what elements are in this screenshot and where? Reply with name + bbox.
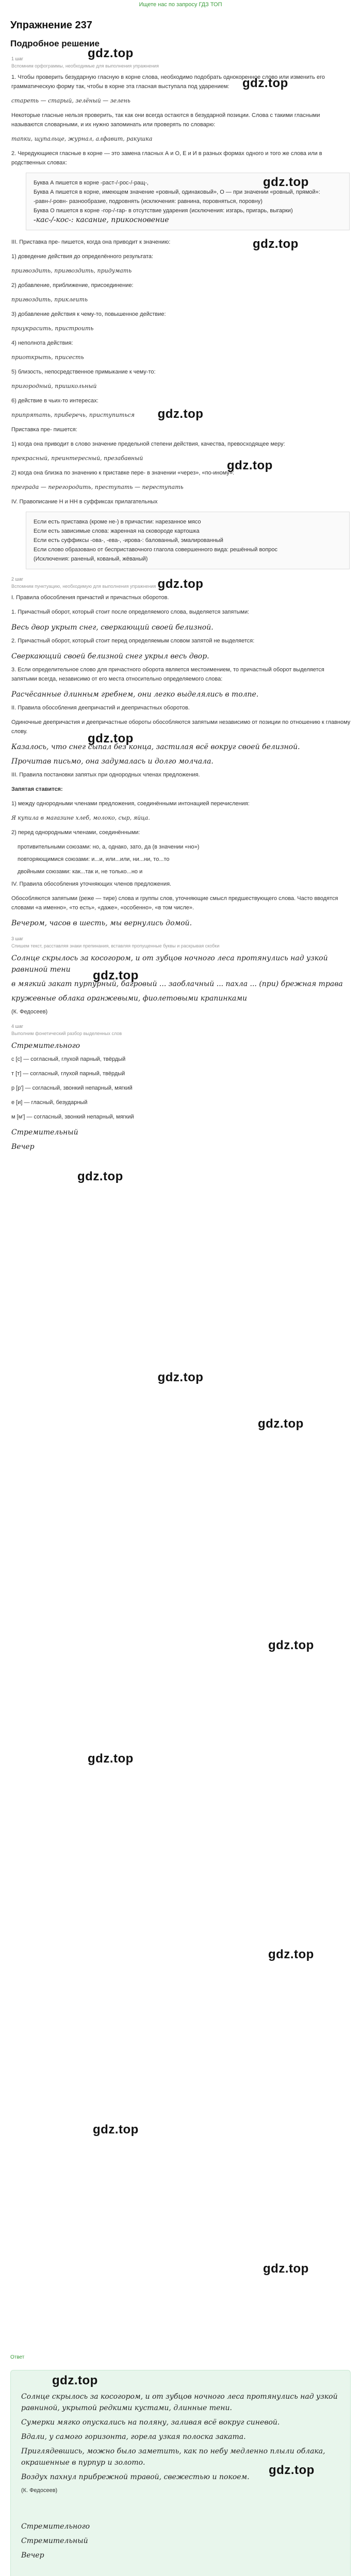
example: Весь двор укрыт снег, сверкающий своей белизной. (11, 623, 214, 632)
paragraph: 3) добавление действия к чему-то, повышенное действие: (11, 311, 166, 317)
author: (К. Федосеев) (21, 2487, 58, 2494)
watermark: gdz.top (157, 1370, 204, 1384)
example: припрятать, приберечь, приступиться (11, 412, 135, 418)
box-line: Если есть приставка (кроме не-) в причастии: нарезанное мясо (34, 519, 201, 525)
author: (К. Федосеев) (11, 1009, 48, 1015)
step-label: 4 шаг (11, 1024, 24, 1029)
box-line: Если слово образовано от бесприставочного глагола совершенного вида: решённый вопрос (34, 547, 278, 553)
step-meta: Вспомним орфограммы, необходимые для выполнения упражнения (11, 63, 159, 69)
paragraph: 2) перед однородными членами, соединёнными: (11, 829, 140, 836)
example: Казалось, что снег сыпал без конца, застилая всё вокруг своей белизной. (11, 743, 300, 751)
paragraph: 1. Причастный оборот, который стоит после определяемого слова, выделяется запятыми: (11, 609, 250, 615)
paragraph: IV. Правила обособления уточняющих членов предложения. (11, 881, 172, 887)
box-title: Буква А пишется в корне -раст-/-рос-/-ращ-, (34, 180, 149, 186)
paragraph: II. Правила обособления деепричастий и деепричастных оборотов. (11, 705, 190, 711)
paragraph: I. Правила обособления причастий и причастных оборотов. (11, 595, 169, 601)
example: пригвоздить, приклеить (11, 296, 88, 303)
phonetic-word: Стремительного (11, 1042, 80, 1050)
answer-word: Стремительного (21, 2522, 90, 2531)
watermark: gdz.top (77, 1170, 123, 1183)
paragraph: Приставка пре- пишется: (11, 427, 77, 433)
copied-line: Солнце скрылось за косогором, и от зубцов ночного леса протянулись над узкой равниной тени (11, 954, 328, 974)
paragraph: Обособляются запятыми (реже — тире) слова и группы слов, уточняющие смысл предшествующего слова. Часто вводятся словами «а именно», «то есть», «даже», «особенно», «в том числе». (11, 895, 338, 911)
box-note: (Исключения: раненый, кованый, жёваный) (34, 556, 148, 562)
example: пригородный, пришкольный (11, 383, 97, 389)
watermark: gdz.top (263, 175, 309, 189)
watermark: gdz.top (88, 1752, 134, 1766)
list-item: двойными союзами: как...так и, не только...но и (18, 869, 143, 875)
section-subtitle: Подробное решение (10, 39, 100, 48)
answer-line: Приглядевшись, можно было заметить, как по небу медленно плыли облака, окрашенные в пурпур и золото. (21, 2447, 325, 2467)
phonetic-line: м [м'] — согласный, звонкий непарный, мягкий (11, 1114, 134, 1120)
step-label: 1 шаг (11, 56, 24, 61)
box-line: -равн-/-ровн- разнообразие, подровнять (исключения: равнина, поровняться, поровну) (34, 198, 262, 205)
watermark: gdz.top (157, 577, 204, 591)
paragraph: 1) когда она приводит в слово значение предельной степени действия, качества, превосходящее меру: (11, 441, 285, 447)
answer-line: Воздух пахнул прибрежной травой, свежестью и покоем. (21, 2473, 250, 2481)
paragraph: 2) когда она близка по значению к приставке пере- в значении «через», «по-иному»: (11, 470, 235, 476)
example: пригвоздить, пригвоздить, придумать (11, 267, 132, 274)
watermark: gdz.top (157, 407, 204, 421)
example: Расчёсанные длинным гребнем, они легко выделялись в толпе. (11, 690, 259, 699)
watermark: gdz.top (258, 1417, 304, 1431)
example: Прочитав письмо, она задумалась и долго молчала. (11, 757, 214, 766)
answer-word: Стремительный (21, 2537, 88, 2545)
step-label: 2 шаг (11, 577, 24, 582)
watermark: gdz.top (88, 732, 134, 745)
paragraph: 1) доведение действия до определённого результата: (11, 253, 154, 260)
phonetic-line: т [т] — согласный, глухой парный, твёрдый (11, 1071, 125, 1077)
box-line: Буква А пишется в корне, имеющем значение «ровный, одинаковый», О — при значении «ровный, прямой»: (34, 189, 320, 195)
box-line: Если есть зависимые слова: жаренная на сковороде картошка (34, 528, 200, 534)
top-search-hint (0, 0, 361, 9)
watermark: gdz.top (242, 76, 288, 90)
answer-line: Сумерки мягко опускались на поляну, заливая всё вокруг синевой. (21, 2418, 280, 2427)
step-meta: Выполним фонетический разбор выделенных слов (11, 1031, 122, 1036)
paragraph: 6) действие в чьих-то интересах: (11, 398, 99, 404)
example: прекрасный, преинтересный, презабавный (11, 455, 143, 462)
answer-label: Ответ (10, 2354, 25, 2360)
box-line: Буква О пишется в корне -гор-/-гар- в отсутствие ударения (исключения: изгарь, пригарь, выгарки) (34, 208, 293, 214)
watermark: gdz.top (93, 2123, 139, 2137)
watermark: gdz.top (269, 2463, 315, 2477)
example: тапки, щупальце, журнал, алфавит, ракушка (11, 135, 153, 142)
phonetic-line: е [и] — гласный, безударный (11, 1099, 88, 1106)
step-4 (10, 1024, 351, 1153)
paragraph: 2) добавление, приближение, присоединение: (11, 282, 134, 289)
answer-line: Солнце скрылось за косогором, и от зубцов ночного леса протянулись над узкой равниной, укрытой редкими кустами, длинные тени. (21, 2393, 338, 2412)
paragraph: IV. Правописание Н и НН в суффиксах прилагательных (11, 499, 158, 505)
example: Я купила в магазине хлеб, молоко, сыр, яйца. (11, 815, 150, 821)
watermark: gdz.top (263, 2262, 309, 2276)
paragraph: 5) близость, непосредственное примыкание к чему-то: (11, 369, 156, 375)
paragraph: 4) неполнота действия: (11, 340, 73, 346)
step-meta: Вспомним пунктуацию, необходимую для выполнения упражнения (11, 584, 156, 589)
phonetic-word: Вечер (11, 1143, 35, 1151)
example: Сверкающий своей белизной снег укрыл весь двор. (11, 652, 209, 660)
copied-line: в мягкий закат пурпурный, багровый ... заоблачный ... пахла ... (при) брежная трава (11, 980, 343, 988)
phonetic-word: Стремительный (11, 1128, 78, 1137)
watermark: gdz.top (253, 237, 299, 251)
watermark: gdz.top (268, 1638, 314, 1652)
example: стареть — старый, зелёный — зелень (11, 97, 130, 104)
example: приукрасить, пристроить (11, 325, 94, 332)
watermark: gdz.top (88, 46, 134, 60)
watermark: gdz.top (93, 969, 139, 982)
watermark: gdz.top (227, 459, 273, 472)
paragraph: Одиночные деепричастия и деепричастные обороты обособляются запятыми независимо от позиции по отношению к главному слову. (11, 719, 351, 735)
paragraph: III. Приставка пре- пишется, когда она приводит к значению: (11, 239, 171, 245)
example: приоткрыть, присесть (11, 354, 84, 361)
list-item: повторяющимися союзами: и...и, или...или, ни...ни, то...то (18, 856, 170, 862)
answer-line: Вдали, у самого горизонта, горела узкая полоска заката. (21, 2433, 246, 2441)
paragraph: III. Правила постановки запятых при однородных членах предложения. (11, 772, 200, 778)
step-2 (10, 577, 351, 929)
paragraph: 1. Чтобы проверить безударную гласную в корне слова, необходимо подобрать однокоренное слово или изменить его грамматическую форму так, чтобы в корне эта гласная выступала под ударением: (11, 74, 325, 90)
step-3 (10, 936, 351, 1016)
answer-box (10, 2370, 351, 2576)
paragraph: 2. Чередующиеся гласные в корне — это замена гласных А и О, Е и И в разных формах одного и того же слова или в родственных словах: (11, 150, 322, 166)
copied-line: кружевные облака оранжевыми, фиолетовыми крапинками (11, 994, 247, 1003)
paragraph: Запятая ставится: (11, 786, 63, 792)
search-hint-link[interactable]: Ищете нас по запросу ГДЗ ТОП (139, 2, 222, 8)
step-1 (10, 56, 351, 569)
watermark: gdz.top (52, 2374, 98, 2387)
list-item: противительными союзами: но, а, однако, зато, да (в значении «но») (18, 844, 200, 850)
step-label: 3 шаг (11, 936, 24, 941)
rule-box (26, 512, 350, 569)
watermark: gdz.top (268, 1947, 314, 1961)
box-line: Если есть суффиксы -ова-, -ева-, -ирова-: балованный, эмалированный (34, 537, 223, 544)
phonetic-line: р [р'] — согласный, звонкий непарный, мягкий (11, 1085, 133, 1091)
paragraph: 2. Причастный оборот, который стоит перед определяемым словом запятой не выделяется: (11, 638, 255, 644)
paragraph: 3. Если определительное слово для причастного оборота является местоимением, то причастный оборот выделяется запятыми всегда, независимо от его места относительно определяемого слова: (11, 667, 324, 682)
box-example: -кас-/-кос-: касание, прикосновение (34, 216, 169, 224)
answer-word: Вечер (21, 2551, 44, 2560)
step-meta: Спишем текст, расставляя знаки препинания, вставляя пропущенные буквы и раскрывая скобки (11, 943, 220, 948)
phonetic-line: с [с] — согласный, глухой парный, твёрдый (11, 1056, 126, 1062)
paragraph: 1) между однородными членами предложения, соединёнными интонацией перечисления: (11, 801, 250, 807)
example: Вечером, часов в шесть, мы вернулись домой. (11, 919, 192, 927)
paragraph: Некоторые гласные нельзя проверить, так как они всегда остаются в безударной позиции. Слова с такими гласными называются словарными, и их нужно запоминать или проверять по словарю: (11, 112, 320, 128)
page-title: Упражнение 237 (10, 20, 92, 31)
example: преграда — перегородить, преступать — переступать (11, 484, 184, 490)
